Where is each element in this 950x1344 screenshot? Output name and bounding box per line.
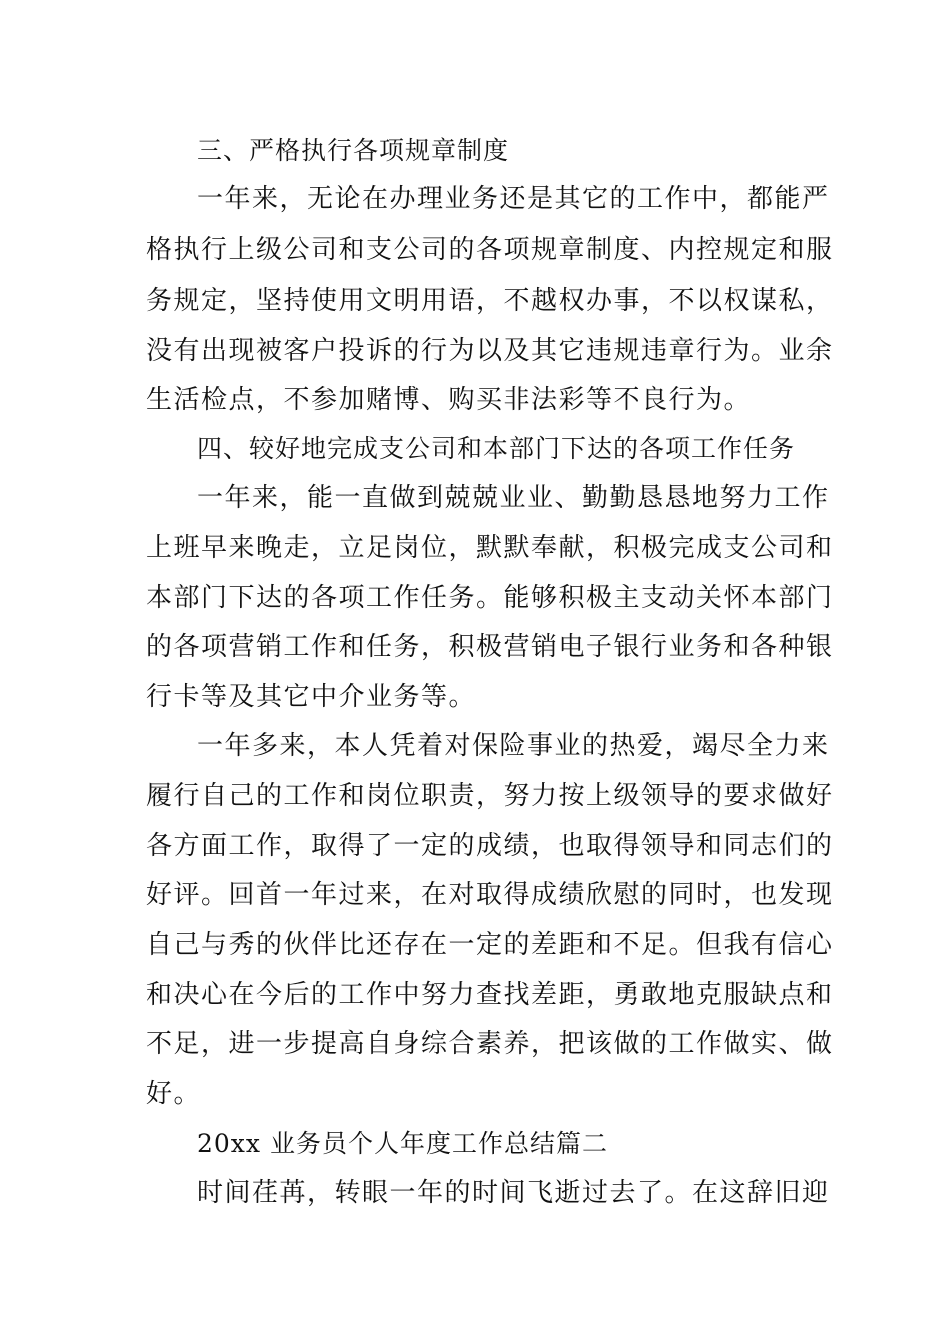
paragraph-line: 务规定，坚持使用文明用语，不越权办事，不以权谋私， — [146, 286, 834, 316]
paragraph-line: 各方面工作，取得了一定的成绩，也取得领导和同志们的 — [146, 831, 834, 861]
paragraph-line: 和决心在今后的工作中努力查找差距，勇敢地克服缺点和 — [146, 980, 834, 1010]
paragraph-line: 本部门下达的各项工作任务。能够积极主支动关怀本部门 — [146, 583, 834, 613]
paragraph-line: 一年来，无论在办理业务还是其它的工作中，都能严 — [197, 184, 830, 214]
paragraph-line: 好。 — [146, 1079, 202, 1109]
section-heading-four: 四、较好地完成支公司和本部门下达的各项工作任务 — [197, 434, 796, 463]
paragraph-line: 没有出现被客户投诉的行为以及其它违规违章行为。业余 — [146, 336, 834, 366]
section-heading-three: 三、严格执行各项规章制度 — [197, 136, 510, 165]
paragraph-line: 好评。回首一年过来，在对取得成绩欣慰的同时，也发现 — [146, 880, 834, 910]
paragraph-line: 自己与秀的伙伴比还存在一定的差距和不足。但我有信心 — [146, 930, 834, 960]
paragraph-line: 一年多来，本人凭着对保险事业的热爱，竭尽全力来 — [197, 731, 830, 761]
paragraph-line: 履行自己的工作和岗位职责，努力按上级领导的要求做好 — [146, 781, 834, 811]
paragraph-line: 上班早来晚走，立足岗位，默默奉献，积极完成支公司和 — [146, 533, 834, 563]
paragraph-line: 生活检点，不参加赌博、购买非法彩等不良行为。 — [146, 385, 752, 415]
paragraph-line: 不足，进一步提高自身综合素养，把该做的工作做实、做 — [146, 1029, 834, 1059]
paragraph-line: 行卡等及其它中介业务等。 — [146, 682, 477, 712]
paragraph-line: 的各项营销工作和任务，积极营销电子银行业务和各种银 — [146, 632, 834, 662]
paragraph-line: 一年来，能一直做到兢兢业业、勤勤恳恳地努力工作 — [197, 483, 830, 513]
paragraph-line: 格执行上级公司和支公司的各项规章制度、内控规定和服 — [146, 235, 834, 265]
paragraph-line: 时间荏苒，转眼一年的时间飞逝过去了。在这辞旧迎 — [197, 1178, 830, 1208]
article-subtitle: 20xx 业务员个人年度工作总结篇二 — [197, 1129, 608, 1158]
